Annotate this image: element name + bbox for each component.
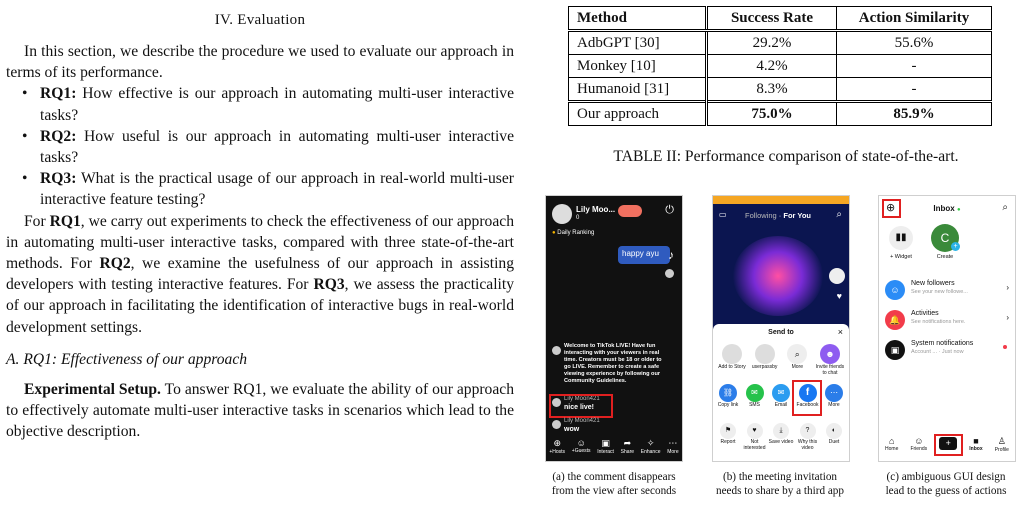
- gift-badge: [618, 205, 642, 217]
- nav-profile[interactable]: ♙ Profile: [994, 436, 1009, 453]
- screenshot-inbox: [878, 195, 1016, 462]
- performance-table: [568, 6, 992, 126]
- comment-text: nice live!: [564, 404, 594, 411]
- app-row: [715, 384, 847, 408]
- header-method: Method: [569, 7, 707, 31]
- cell-success: 8.3%: [707, 78, 837, 102]
- avatar: [552, 204, 572, 224]
- flag-icon: ⚑: [720, 423, 736, 439]
- tab-for-you[interactable]: For You: [783, 211, 811, 220]
- creator-avatar[interactable]: [829, 268, 845, 284]
- app-sms[interactable]: ✉ SMS: [742, 384, 768, 408]
- inbox-title: Inbox ●: [933, 204, 961, 213]
- search-icon[interactable]: ⌕: [1002, 202, 1008, 213]
- cell-method: AdbGPT [30]: [569, 31, 707, 55]
- nav-home[interactable]: ⌂ Home: [885, 436, 899, 452]
- bell-icon: 🔔: [885, 310, 905, 330]
- contact-user[interactable]: userpassby: [750, 344, 780, 376]
- row-subtitle: See your new followe...: [911, 289, 968, 295]
- comment-user: Lily Moon421: [564, 396, 600, 402]
- widget-icon[interactable]: ▮▮: [889, 226, 913, 250]
- action-report[interactable]: ⚑ Report: [715, 423, 741, 451]
- inbox-row-followers[interactable]: [885, 278, 1009, 304]
- create-avatar[interactable]: C: [931, 224, 959, 252]
- inbox-row-system[interactable]: [885, 338, 1009, 364]
- table-row: [569, 78, 992, 102]
- highlight-box: [549, 394, 613, 418]
- rq-item: • RQ1: How effective is our approach in automating multi-user interactive tasks?: [28, 83, 514, 125]
- system-avatar: [552, 346, 561, 355]
- chevron-right-icon: ›: [1006, 283, 1009, 292]
- sticker-bubble: happy ayu: [618, 246, 670, 264]
- section-title: IV. Evaluation: [214, 12, 306, 28]
- row-title: Activities: [911, 310, 939, 317]
- performance-table-wrap: [568, 6, 992, 126]
- app-more[interactable]: ⋯ More: [821, 384, 847, 408]
- app-email[interactable]: ✉ Email: [768, 384, 794, 408]
- contact-invite[interactable]: ☻ Invite friends to chat: [815, 344, 845, 376]
- subcaption-a: (a) the comment disappears from the view after seconds: [551, 471, 677, 497]
- tiktok-logo-icon: ♪: [668, 248, 674, 262]
- heart-icon[interactable]: ♥: [836, 291, 842, 301]
- download-icon: ⤓: [773, 423, 789, 439]
- header-success-rate: Success Rate: [707, 7, 837, 31]
- contact-row: [717, 344, 845, 376]
- app-copy-link[interactable]: ⛓ Copy link: [715, 384, 741, 408]
- cell-success: 29.2%: [707, 31, 837, 55]
- close-icon[interactable]: ×: [837, 327, 843, 337]
- cell-method: Our approach: [569, 102, 707, 126]
- broken-heart-icon: ♥: [747, 423, 763, 439]
- table-row: [569, 102, 992, 126]
- followers-icon: ☺: [885, 280, 905, 300]
- table-row: [569, 31, 992, 55]
- action-duet[interactable]: ◐ Duet: [821, 423, 847, 451]
- like-count: 0: [576, 215, 580, 221]
- screenshot-share-sheet: [712, 195, 850, 462]
- link-icon: ⛓: [719, 384, 737, 402]
- fireworks-image: [733, 236, 823, 316]
- row-subtitle: See notifications here.: [911, 319, 966, 325]
- friends-icon: ☺: [914, 436, 924, 446]
- table-row: [569, 55, 992, 78]
- subcaption-c: (c) ambiguous GUI design lead to the guess of actions: [885, 471, 1007, 497]
- nav-inbox[interactable]: ■ Inbox: [969, 436, 983, 452]
- research-questions: [6, 83, 514, 210]
- screenshot-live-stream: [545, 195, 683, 462]
- share-sheet: [713, 324, 849, 461]
- cell-similarity: 55.6%: [837, 31, 992, 55]
- contact-story[interactable]: Add to Story: [717, 344, 747, 376]
- more-icon: ⋯: [825, 384, 843, 402]
- nav-hosts[interactable]: ⊕ +Hosts: [549, 438, 566, 455]
- nav-guests[interactable]: ☺ +Guests: [571, 438, 591, 454]
- rq-item: • RQ3: What is the practical usage of our approach in real-world multi-user interactive feature testing?: [28, 168, 514, 210]
- nav-friends[interactable]: ☺ Friends: [910, 436, 928, 452]
- comment-text: wow: [564, 426, 580, 433]
- plus-icon: +: [951, 242, 960, 251]
- left-column: [6, 0, 514, 442]
- sms-icon: ✉: [746, 384, 764, 402]
- cell-method: Monkey [10]: [569, 55, 707, 78]
- cell-success: 75.0%: [707, 102, 837, 126]
- facebook-icon: f: [799, 384, 817, 402]
- intro-paragraph: In this section, we describe the procedure we used to evaluate our approach in terms of its performance.: [6, 43, 514, 82]
- row-title: System notifications: [911, 340, 974, 347]
- subsection-title: A. RQ1: Effectiveness of our approach: [6, 350, 248, 368]
- setup-paragraph: Experimental Setup. To answer RQ1, we evaluate the ability of our approach to effectively automate multi-user interactive tasks in scenarios which lead to the objective description.: [6, 380, 514, 441]
- chevron-right-icon: ›: [1006, 313, 1009, 322]
- row-title: New followers: [911, 280, 955, 287]
- highlight-box: [934, 434, 963, 456]
- header-action-similarity: Action Similarity: [837, 7, 992, 31]
- inbox-row-activities[interactable]: [885, 308, 1009, 334]
- comment-avatar: [552, 420, 561, 429]
- action-row: [715, 423, 847, 451]
- create-label: Create: [936, 254, 954, 260]
- power-icon[interactable]: ⏻: [665, 204, 674, 216]
- tab-following[interactable]: Following: [745, 211, 777, 220]
- cell-method: Humanoid [31]: [569, 78, 707, 102]
- dot-icon: [665, 269, 674, 278]
- comment-user: Lily Moon421: [564, 418, 600, 424]
- highlight-box: [792, 380, 822, 416]
- cell-similarity: -: [837, 55, 992, 78]
- action-why[interactable]: ? Why this video: [795, 423, 821, 451]
- nav-enhance[interactable]: ✧ Enhance: [640, 438, 661, 455]
- question-icon: ?: [800, 423, 816, 439]
- plus-icon: +: [939, 437, 957, 450]
- row-subtitle: Account ... · Just now: [911, 349, 964, 355]
- home-icon: ⌂: [888, 436, 895, 446]
- contact-more[interactable]: ⌕ More: [782, 344, 812, 376]
- live-icon[interactable]: ▭: [719, 210, 727, 219]
- table-caption: TABLE II: Performance comparison of state-of-the-art.: [613, 148, 959, 165]
- action-not-interested[interactable]: ♥ Not interested: [742, 423, 768, 451]
- unread-dot: [1003, 345, 1007, 349]
- status-bar: [713, 196, 849, 204]
- sheet-title: Send to: [768, 329, 794, 336]
- cell-similarity: 85.9%: [837, 102, 992, 126]
- rq-item: • RQ2: How useful is our approach in automating multi-user interactive tasks?: [28, 126, 514, 168]
- daily-ranking[interactable]: ● Daily Ranking: [552, 230, 595, 236]
- nav-more[interactable]: ⋯ More: [667, 438, 679, 455]
- host-name: Lily Moo...: [576, 205, 616, 214]
- message-icon: ■: [973, 436, 979, 446]
- email-icon: ✉: [772, 384, 790, 402]
- nav-interact[interactable]: ▣ Interact: [597, 438, 614, 455]
- add-icon[interactable]: ⊕: [886, 202, 896, 214]
- action-save-video[interactable]: ⤓ Save video: [768, 423, 794, 451]
- search-icon[interactable]: ⌕: [836, 209, 842, 220]
- rq-paragraph: For RQ1, we carry out experiments to check the effectiveness of our approach in automating multi-user interactive tasks, compared with three state-of-the-art methods. For RQ2, we examine the usefulness of our approach in assisting developers with testing interactive features. For RQ3, we assess the practicality of our approach in facilitating the identification of interactive bugs in real-world development settings.: [6, 212, 514, 336]
- cell-success: 4.2%: [707, 55, 837, 78]
- app-facebook[interactable]: f Facebook: [795, 384, 821, 408]
- profile-icon: ♙: [997, 436, 1006, 446]
- nav-share[interactable]: ➦ Share: [620, 438, 635, 455]
- live-nav-bar: [546, 438, 682, 460]
- subcaption-b: (b) the meeting invitation needs to share by a third app: [716, 471, 844, 497]
- feed-tabs: Following · For You: [745, 211, 811, 220]
- duet-icon: ◐: [826, 423, 842, 439]
- inbox-tray-icon: ▣: [885, 340, 905, 360]
- widget-label: + Widget: [890, 254, 912, 260]
- welcome-message: Welcome to TikTok LIVE! Have fun interacting with your viewers in real time. Creators must be 18 or older to go LIVE. Remember to create a safe viewing experience by following our Community Guidelines.: [564, 343, 662, 384]
- cell-similarity: -: [837, 78, 992, 102]
